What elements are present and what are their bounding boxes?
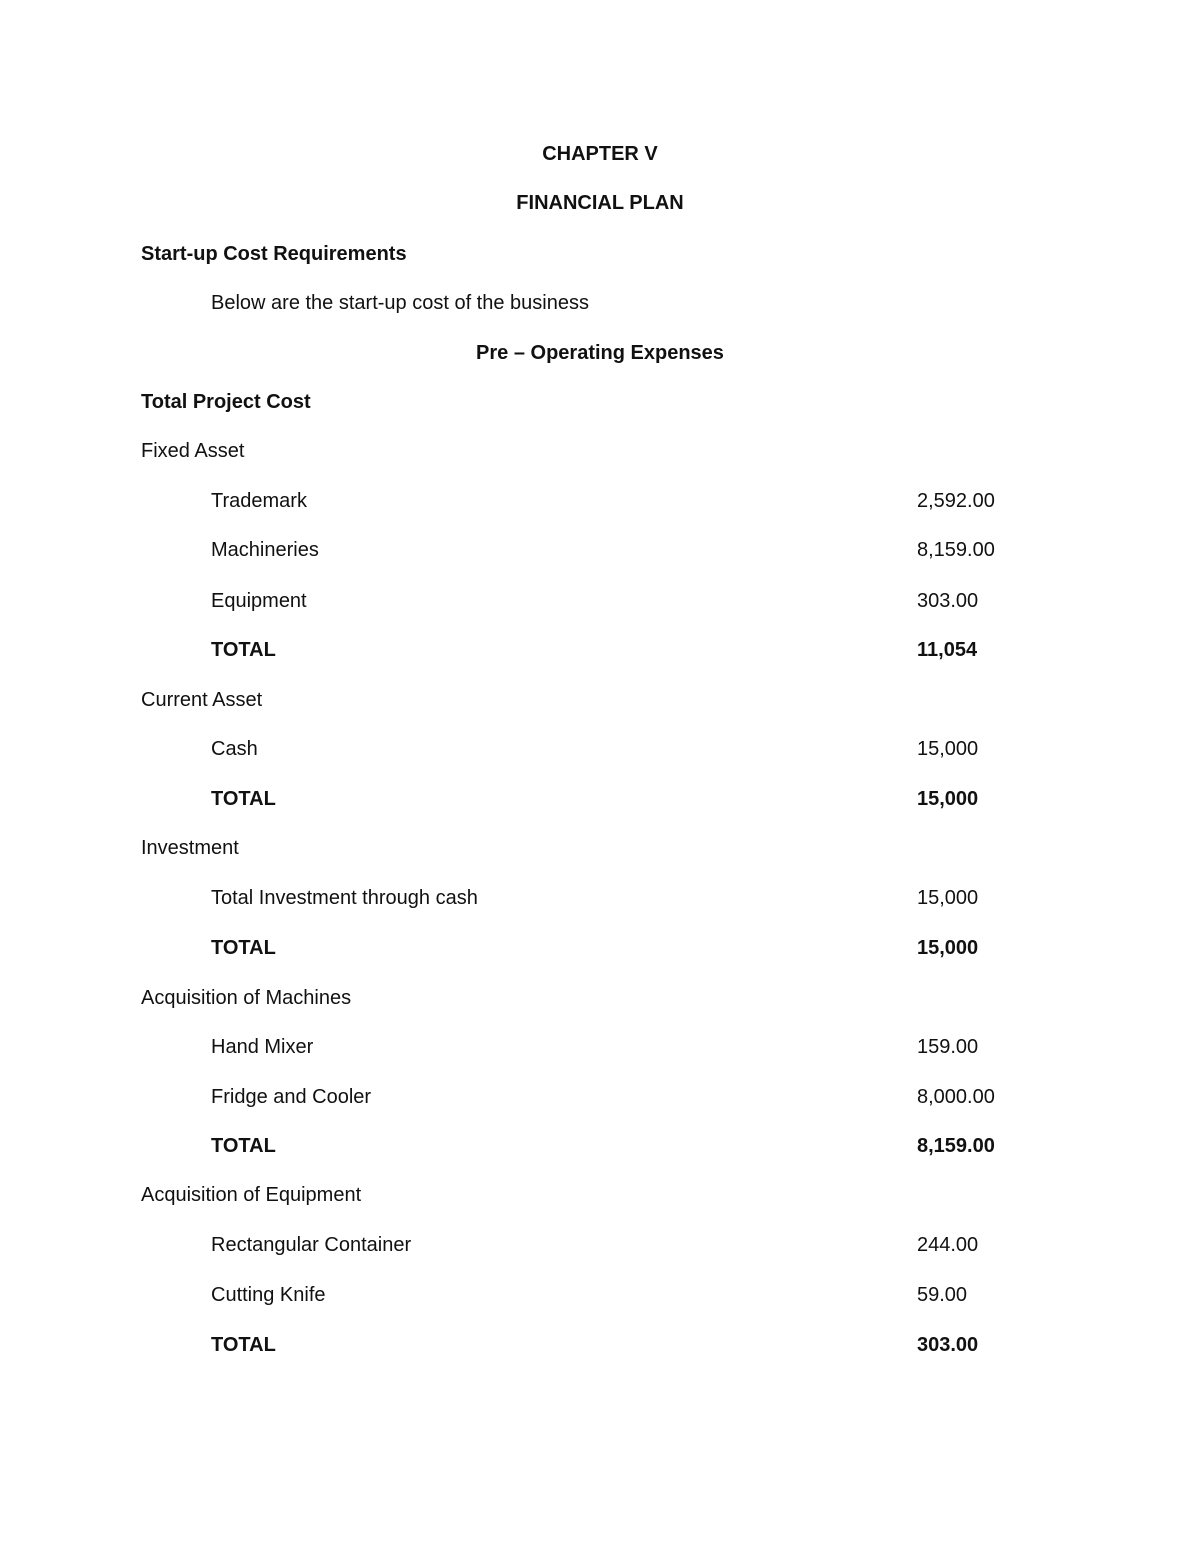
item-amount: 2,592.00 — [917, 490, 995, 512]
project-cost-heading: Total Project Cost — [141, 391, 311, 413]
section-label: Acquisition of Machines — [141, 987, 352, 1009]
total-amount: 8,159.00 — [917, 1135, 995, 1157]
total-label: TOTAL — [211, 1135, 276, 1157]
item-name: Trademark — [211, 490, 307, 512]
item-name: Equipment — [211, 590, 307, 612]
chapter-heading: CHAPTER V — [542, 143, 658, 165]
item-amount: 303.00 — [917, 590, 979, 612]
total-label: TOTAL — [211, 937, 276, 959]
total-amount: 11,054 — [917, 639, 978, 661]
item-name: Hand Mixer — [211, 1036, 314, 1058]
item-name: Machineries — [211, 539, 319, 561]
item-amount: 159.00 — [917, 1036, 979, 1058]
item-amount: 244.00 — [917, 1234, 979, 1256]
section-label: Current Asset — [141, 689, 263, 711]
total-amount: 303.00 — [917, 1334, 979, 1356]
startup-heading: Start-up Cost Requirements — [141, 243, 407, 265]
section-label: Acquisition of Equipment — [141, 1184, 362, 1206]
item-amount: 8,000.00 — [917, 1086, 995, 1108]
section-label: Investment — [141, 837, 239, 859]
item-amount: 59.00 — [917, 1284, 968, 1306]
total-amount: 15,000 — [917, 937, 979, 959]
total-amount: 15,000 — [917, 788, 979, 810]
item-name: Rectangular Container — [211, 1234, 412, 1256]
item-amount: 8,159.00 — [917, 539, 995, 561]
section-label: Fixed Asset — [141, 440, 245, 462]
total-label: TOTAL — [211, 1334, 276, 1356]
item-name: Cutting Knife — [211, 1284, 326, 1306]
item-name: Total Investment through cash — [211, 887, 478, 909]
item-amount: 15,000 — [917, 887, 979, 909]
table-title: Pre – Operating Expenses — [476, 342, 724, 364]
startup-intro: Below are the start-up cost of the business — [211, 292, 589, 314]
total-label: TOTAL — [211, 639, 276, 661]
total-label: TOTAL — [211, 788, 276, 810]
item-amount: 15,000 — [917, 738, 979, 760]
item-name: Cash — [211, 738, 258, 760]
page-title: FINANCIAL PLAN — [516, 192, 684, 214]
item-name: Fridge and Cooler — [211, 1086, 372, 1108]
